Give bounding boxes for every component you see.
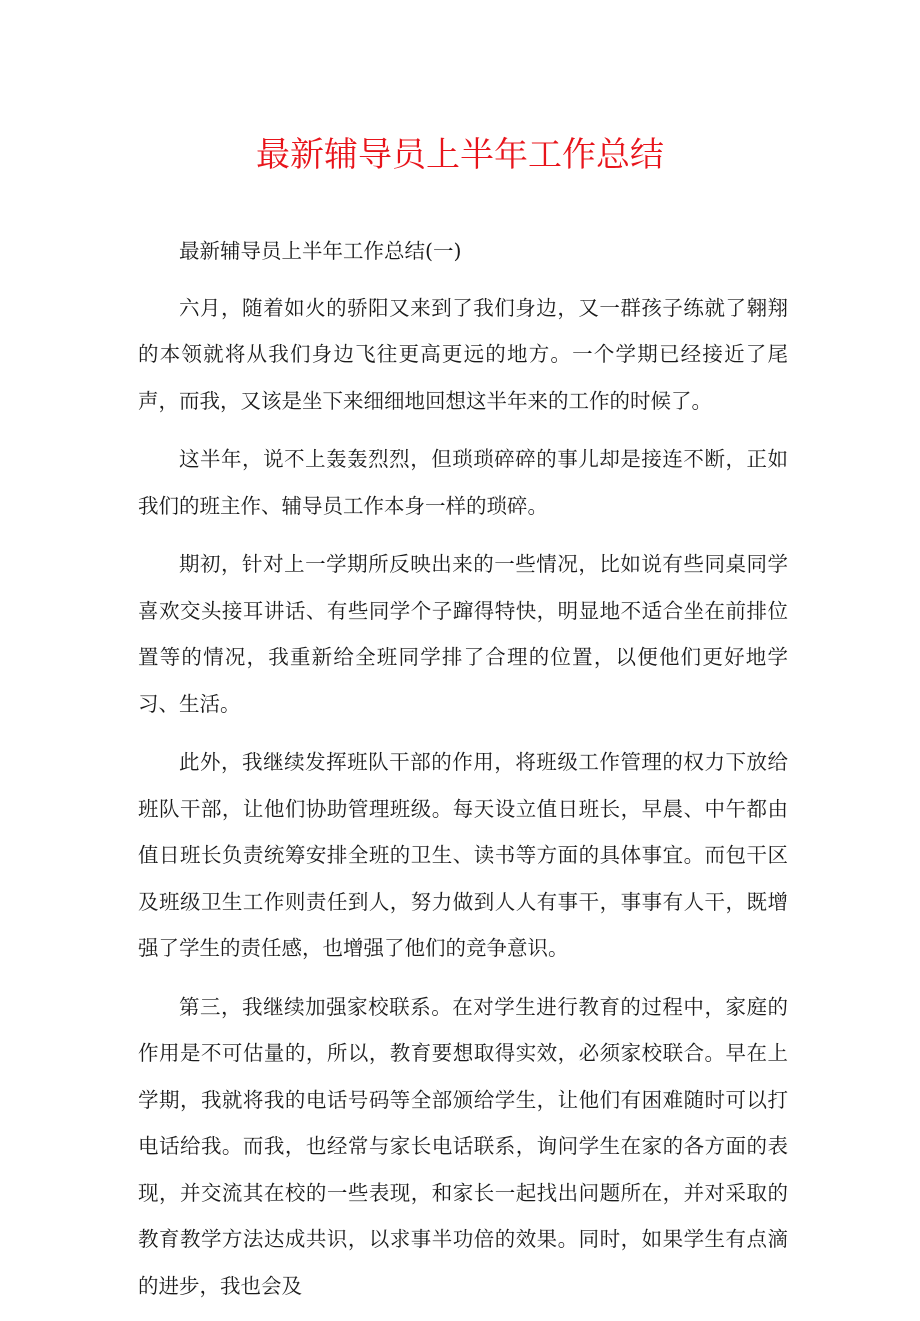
paragraph: 第三，我继续加强家校联系。在对学生进行教育的过程中，家庭的作用是不可估量的，所以，教育要想取得实效，必须家校联合。早在上学期，我就将我的电话号码等全部颁给学生，让他们有困难随时可以打电话给我。而我，也经常与家长电话联系，询问学生在家的各方面的表现，并交流其在校的一些表现，和家长一起找出问题所在，并对采取的教育教学方法达成共识，以求事半功倍的效果。同时，如果学生有点滴的进步，我也会及 (138, 994, 788, 1298)
document-title: 最新辅导员上半年工作总结 (256, 135, 664, 175)
paragraph: 此外，我继续发挥班队干部的作用，将班级工作管理的权力下放给班队干部，让他们协助管理班级。每天设立值日班长，早晨、中午都由值日班长负责统筹安排全班的卫生、读书等方面的具体事宜。而包干区及班级卫生工作则责任到人，努力做到人人有事干，事事有人干，既增强了学生的责任感，也增强了他们的竞争意识。 (138, 750, 788, 960)
section-subtitle: 最新辅导员上半年工作总结(一) (179, 239, 462, 263)
paragraph: 期初，针对上一学期所反映出来的一些情况，比如说有些同桌同学喜欢交头接耳讲话、有些同学个子蹿得特快，明显地不适合坐在前排位置等的情况，我重新给全班同学排了合理的位置，以便他们更好地学习、生活。 (138, 552, 788, 716)
paragraph: 六月，随着如火的骄阳又来到了我们身边，又一群孩子练就了翱翔的本领就将从我们身边飞往更高更远的地方。一个学期已经接近了尾声，而我，又该是坐下来细细地回想这半年来的工作的时候了。 (138, 295, 788, 413)
paragraph: 这半年，说不上轰轰烈烈，但琐琐碎碎的事儿却是接连不断，正如我们的班主作、辅导员工作本身一样的琐碎。 (138, 447, 788, 518)
document-body (138, 228, 788, 1321)
